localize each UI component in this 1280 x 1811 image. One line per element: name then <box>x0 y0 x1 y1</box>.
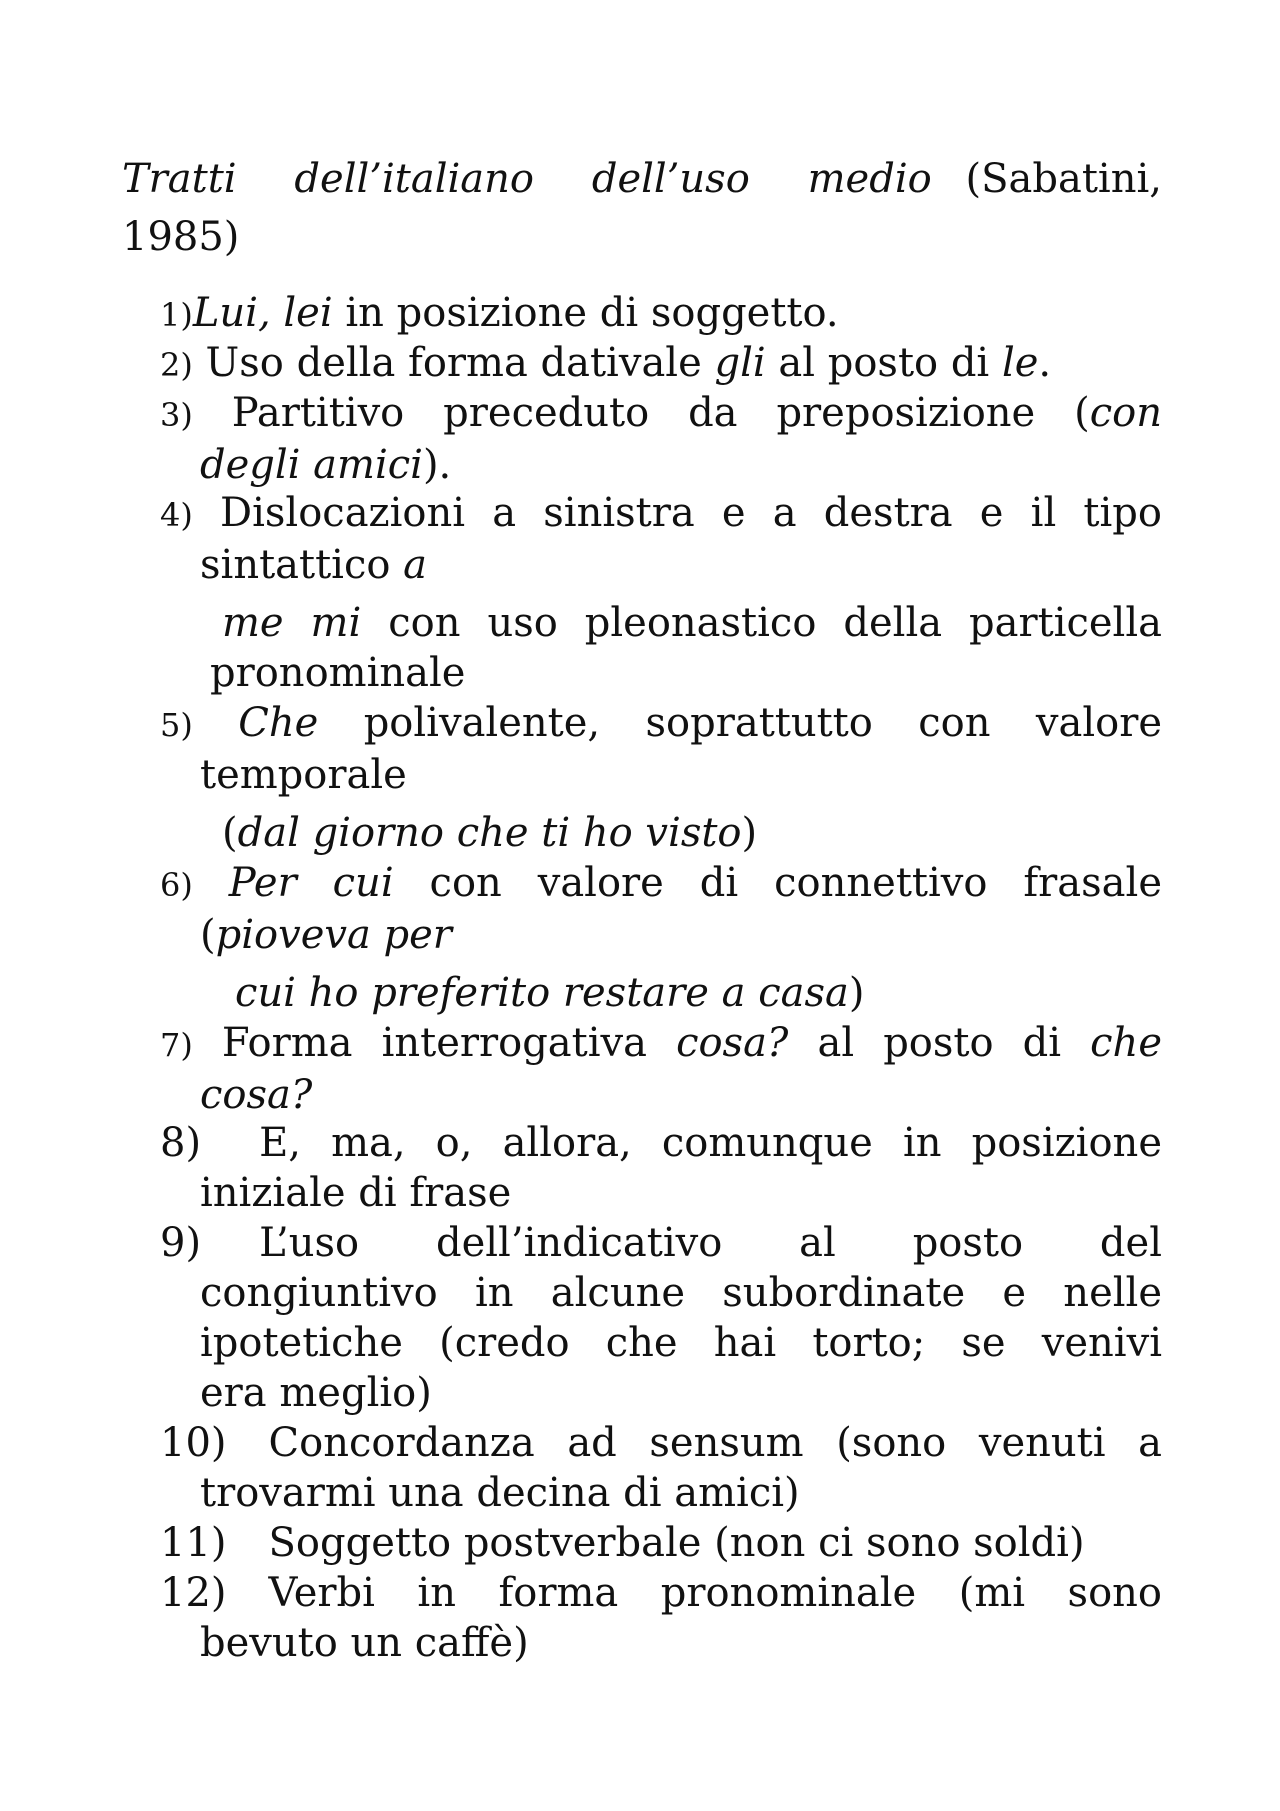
list-item-1: 1)Lui, lei in posizione di soggetto. <box>160 290 839 336</box>
list-item-7: 7) Forma interrogativa cosa? al posto di che cosa? <box>160 1020 1162 1118</box>
item-number: 10) <box>160 1420 227 1466</box>
item-number: 12) <box>160 1570 227 1616</box>
list-item-3: 3) Partitivo preceduto da preposizione (con degli amici). <box>160 390 1162 488</box>
list-item-9: 9) L’uso dell’indicativo al posto del congiuntivo in alcune subordinate e nelle ipotetiche (credo che hai torto; se venivi era meglio) <box>160 1220 1162 1416</box>
title-italic: Tratti dell’italiano dell’uso medio <box>122 156 932 202</box>
item-number: 3) <box>160 396 193 434</box>
list-item-4-continued: me mi con uso pleonastico della particella pronominale <box>210 600 1162 696</box>
list-item-8: 8) E, ma, o, allora, comunque in posizione iniziale di frase <box>160 1120 1162 1216</box>
list-item-6: 6) Per cui con valore di connettivo frasale (pioveva per <box>160 860 1162 958</box>
item-number: 2) <box>160 346 193 384</box>
list-item-10: 10) Concordanza ad sensum (sono venuti a trovarmi una decina di amici) <box>160 1420 1162 1516</box>
item-number: 4) <box>160 496 193 534</box>
title-citation: (Sabatini, 1985) <box>122 156 1162 260</box>
list-item-5-continued: (dal giorno che ti ho visto) <box>222 810 758 856</box>
list-item-11: 11) Soggetto postverbale (non ci sono soldi) <box>160 1520 1085 1566</box>
item-number: 1) <box>160 296 193 334</box>
document-title <box>122 150 1162 266</box>
list-item-2: 2) Uso della forma dativale gli al posto di le. <box>160 340 1052 386</box>
item-number: 8) <box>160 1120 202 1166</box>
item-number: 5) <box>160 706 193 744</box>
list-item-12: 12) Verbi in forma pronominale (mi sono bevuto un caffè) <box>160 1570 1162 1666</box>
list-item-5: 5) Che polivalente, soprattutto con valore temporale <box>160 700 1162 798</box>
list-item-6-continued: cui ho preferito restare a casa) <box>235 970 865 1016</box>
list-item-4: 4) Dislocazioni a sinistra e a destra e il tipo sintattico a <box>160 490 1162 588</box>
item-number: 9) <box>160 1220 202 1266</box>
item-number: 6) <box>160 866 193 904</box>
item-number: 7) <box>160 1026 193 1064</box>
item-number: 11) <box>160 1520 227 1566</box>
